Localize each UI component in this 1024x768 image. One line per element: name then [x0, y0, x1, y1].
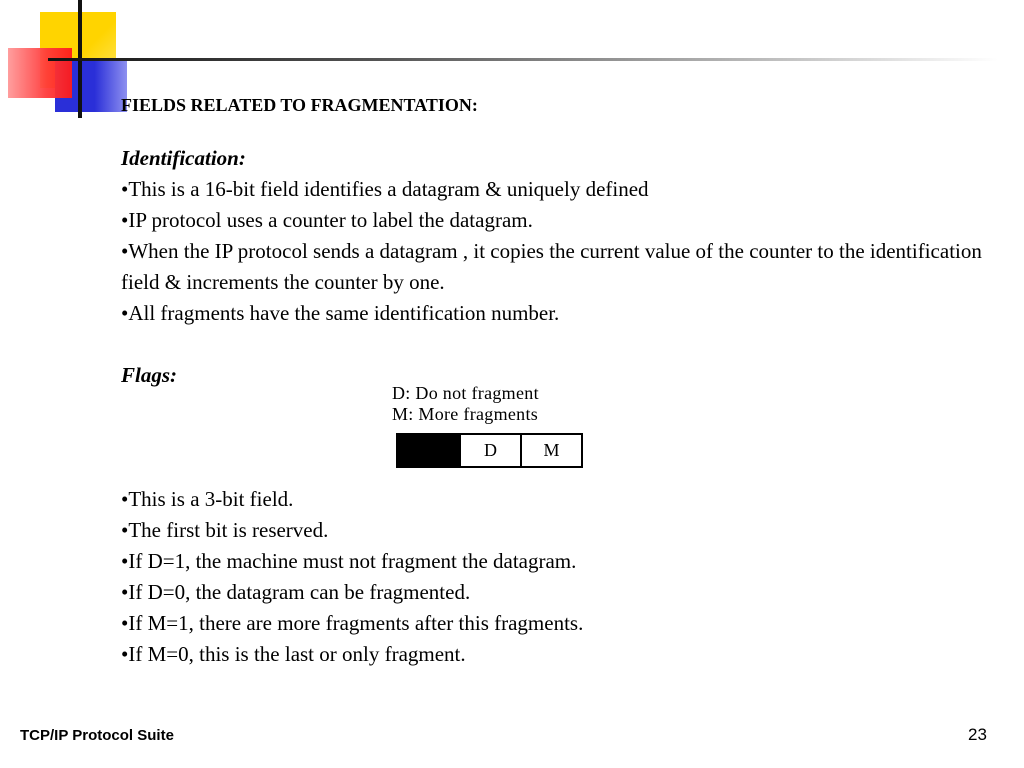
logo-red-square: [8, 48, 72, 98]
flags-bullet: •If D=1, the machine must not fragment the datagram.: [121, 549, 577, 573]
flags-legend-d: D: Do not fragment: [392, 383, 539, 403]
header-rule: [48, 58, 998, 61]
identification-title: Identification:: [121, 146, 246, 170]
flags-bullet: •This is a 3-bit field.: [121, 487, 294, 511]
flags-bullet: •If D=0, the datagram can be fragmented.: [121, 580, 471, 604]
flags-diagram: [390, 383, 600, 473]
flag-bit-d: D: [459, 435, 520, 466]
flags-bit-boxes: [396, 433, 583, 468]
identification-bullet: •IP protocol uses a counter to label the datagram.: [121, 208, 533, 232]
identification-bullet: •When the IP protocol sends a datagram , it copies the current value of the counter to the identification field & increments the counter by one.: [121, 239, 982, 294]
slide-body: [121, 93, 1006, 670]
flags-bullet: •If M=0, this is the last or only fragment.: [121, 642, 466, 666]
identification-bullet: •All fragments have the same identification number.: [121, 301, 560, 325]
flags-title: Flags:: [121, 363, 178, 387]
flag-bit-m: M: [520, 435, 581, 466]
flags-bullet: •If M=1, there are more fragments after this fragments.: [121, 611, 584, 635]
page-number: 23: [968, 725, 987, 744]
flag-bit-reserved: [398, 435, 459, 466]
flags-legend-m: M: More fragments: [392, 404, 539, 424]
flags-bullet: •The first bit is reserved.: [121, 518, 329, 542]
identification-bullet: •This is a 16-bit field identifies a datagram & uniquely defined: [121, 177, 649, 201]
footer-title: TCP/IP Protocol Suite: [20, 727, 174, 744]
slide-heading: FIELDS RELATED TO FRAGMENTATION:: [121, 95, 478, 115]
